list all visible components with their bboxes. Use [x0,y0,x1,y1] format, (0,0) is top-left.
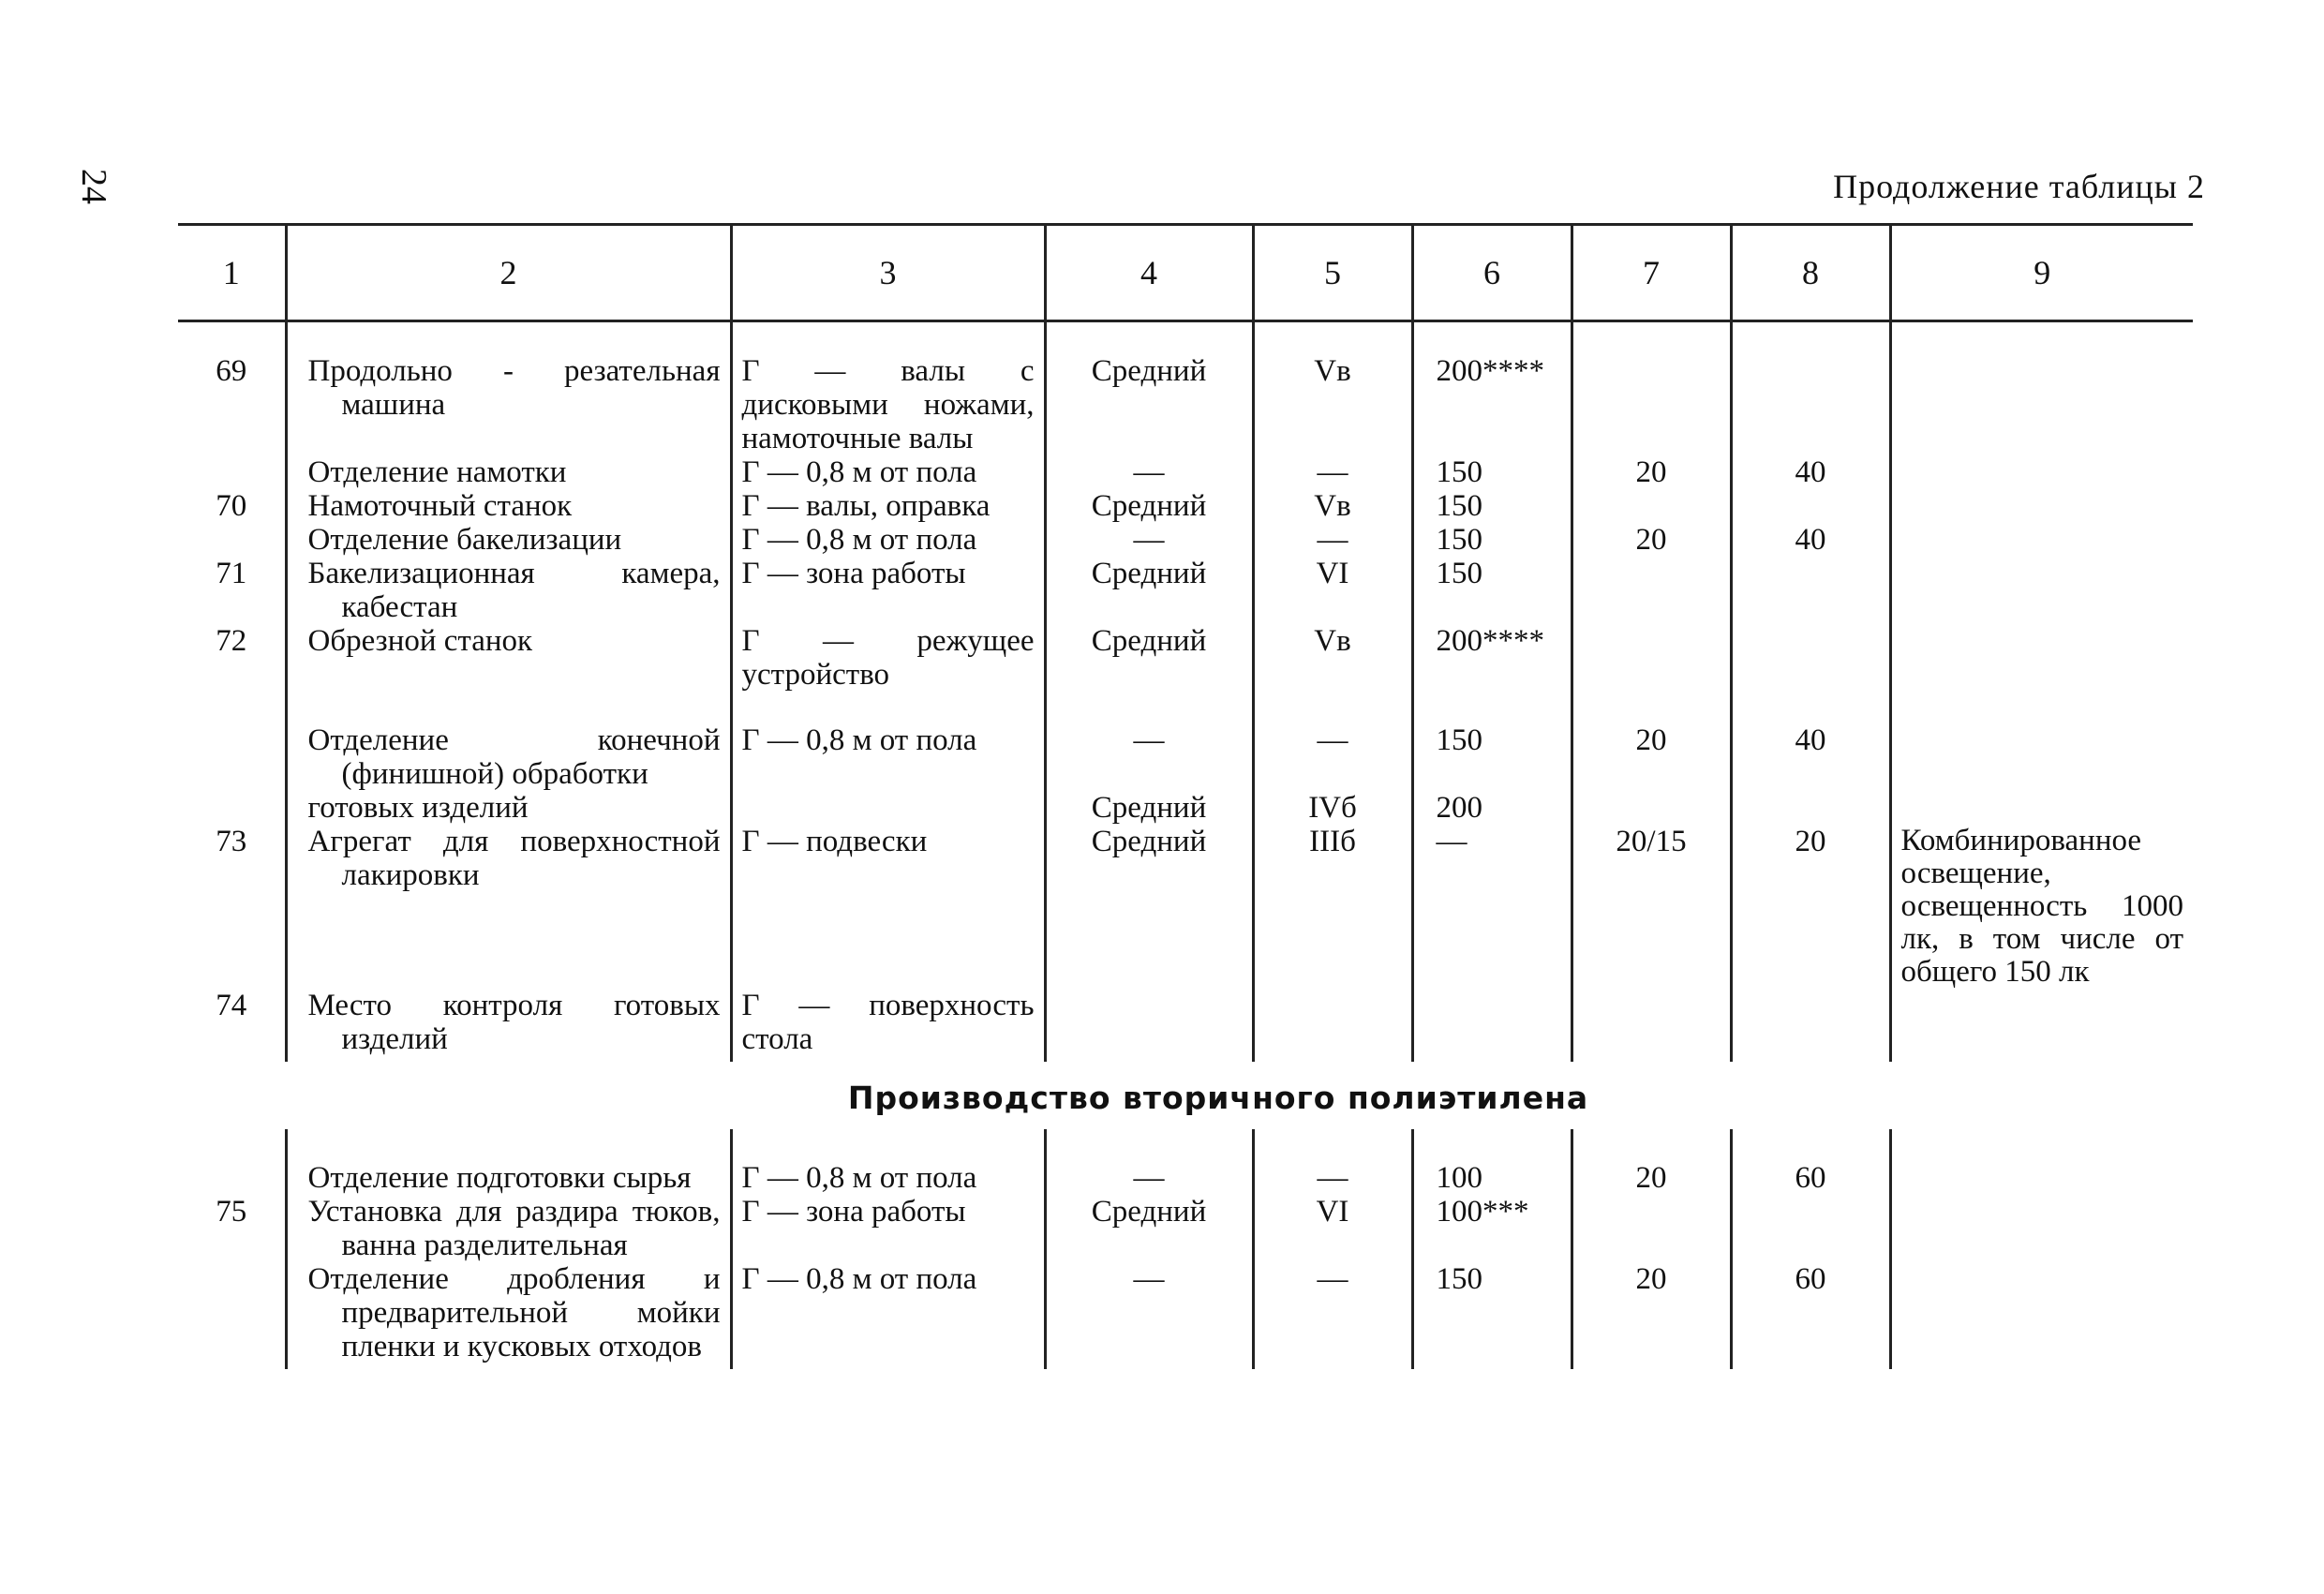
row-category: Средний [1045,791,1253,825]
row-coefficient-reserve: 40 [1731,692,1890,791]
row-name: Место контроля готовых изделий [307,989,721,1056]
row-category [1045,989,1253,1062]
row-coefficient-reserve [1731,321,1890,456]
row-note [1890,989,2193,1062]
row-illuminance: 200**** [1412,321,1572,456]
row-illuminance: 200**** [1412,624,1572,692]
table-row [178,523,2193,557]
row-surface: Г — зона работы [731,557,1045,624]
row-subcategory: — [1253,523,1412,557]
row-name: Продольно - резательная машина [307,354,721,422]
row-subcategory: VI [1253,1195,1412,1262]
row-name: Отделение подготовки сырья [307,1161,692,1195]
row-subcategory: IIIб [1253,825,1412,989]
row-number [178,455,286,489]
row-subcategory: VI [1253,557,1412,624]
row-category: Средний [1045,624,1253,692]
row-coefficient-pulsation: 20 [1572,455,1731,489]
row-subcategory: — [1253,455,1412,489]
row-illuminance: 100*** [1412,1195,1572,1262]
cell [286,1195,731,1262]
row-number: 70 [216,489,247,523]
second-table [178,1129,2193,1369]
row-note [1890,1195,2193,1262]
row-surface: Г — 0,8 м от пола [731,455,1045,489]
row-note [1890,692,2193,791]
section-title: Производство вторичного полиэтилена [847,1080,1589,1116]
table-row [178,1129,2193,1195]
row-note [1890,321,2193,456]
row-note [1890,791,2193,825]
cell [286,1262,731,1369]
cell [286,489,731,523]
row-note [1890,1262,2193,1369]
table-caption: Продолжение таблицы 2 [1833,168,2205,205]
row-coefficient-pulsation [1572,1195,1731,1262]
row-subcategory: — [1253,692,1412,791]
row-coefficient-reserve: 20 [1731,825,1890,989]
row-surface: Г — 0,8 м от пола [731,1129,1045,1195]
row-number [178,523,286,557]
row-illuminance: 150 [1412,489,1572,523]
header-cell: 2 [286,225,731,321]
header-cell: 4 [1045,225,1253,321]
row-name: Намоточный станок [307,489,573,523]
table-row [178,624,2193,692]
row-surface: Г — валы с дисковыми ножами, намоточные валы [731,321,1045,456]
row-note [1890,557,2193,624]
row-coefficient-pulsation [1572,557,1731,624]
row-number [178,1262,286,1369]
row-illuminance: 200 [1412,791,1572,825]
row-note [1890,1129,2193,1195]
row-name: Обрезной станок [307,624,533,658]
row-number [178,1129,286,1195]
header-cell: 9 [1890,225,2193,321]
header-cell: 5 [1253,225,1412,321]
row-coefficient-pulsation: 20 [1572,1262,1731,1369]
row-illuminance: 150 [1412,1262,1572,1369]
table-row [178,791,2193,825]
row-category: Средний [1045,489,1253,523]
row-coefficient-reserve: 60 [1731,1262,1890,1369]
row-surface: Г — валы, оправка [731,489,1045,523]
row-surface: Г — 0,8 м от пола [731,523,1045,557]
table-row [178,692,2193,791]
cell [286,624,731,692]
row-name: Агрегат для поверхностной лакировки [307,825,721,892]
row-number: 74 [216,989,247,1022]
row-illuminance: 150 [1412,523,1572,557]
row-coefficient-reserve: 60 [1731,1129,1890,1195]
table-row [178,455,2193,489]
row-name: Установка для раздира тюков, ванна разделительная [307,1195,721,1262]
row-coefficient-reserve [1731,989,1890,1062]
row-coefficient-pulsation [1572,791,1731,825]
row-category: Средний [1045,1195,1253,1262]
row-number [178,791,286,825]
row-subcategory [1253,989,1412,1062]
row-illuminance: — [1412,825,1572,989]
row-number: 75 [216,1195,247,1229]
row-coefficient-pulsation [1572,624,1731,692]
row-surface: Г — 0,8 м от пола [731,692,1045,791]
cell [286,455,731,489]
cell [286,321,731,456]
cell [286,692,731,791]
cell [286,557,731,624]
row-coefficient-pulsation: 20/15 [1572,825,1731,989]
header-cell: 3 [731,225,1045,321]
page-number: 24 [74,169,113,204]
row-note [1890,624,2193,692]
row-category: — [1045,692,1253,791]
row-coefficient-reserve [1731,489,1890,523]
row-name: Бакелизационная камера, кабестан [307,557,721,624]
row-number: 73 [216,825,247,858]
row-coefficient-reserve [1731,1195,1890,1262]
cell [286,989,731,1062]
header-cell: 8 [1731,225,1890,321]
row-category: Средний [1045,557,1253,624]
row-number: 69 [216,354,247,388]
row-illuminance: 100 [1412,1129,1572,1195]
row-category: Средний [1045,321,1253,456]
row-subcategory: Vв [1253,624,1412,692]
row-name: Отделение конечной (финишной) обработки [307,723,721,791]
row-coefficient-pulsation [1572,489,1731,523]
table-row [178,557,2193,624]
row-illuminance [1412,989,1572,1062]
header-row [178,225,2193,321]
row-subcategory: IVб [1253,791,1412,825]
row-name: готовых изделий [307,791,529,825]
row-name: Отделение дробления и предварительной мойки пленки и кусковых отходов [307,1262,721,1363]
row-coefficient-pulsation: 20 [1572,1129,1731,1195]
row-surface [731,791,1045,825]
row-coefficient-reserve [1731,557,1890,624]
row-coefficient-pulsation [1572,321,1731,456]
table-row [178,825,2193,989]
row-subcategory: — [1253,1262,1412,1369]
row-surface: Г — 0,8 м от пола [731,1262,1045,1369]
row-category: — [1045,1129,1253,1195]
cell [286,523,731,557]
row-category: Средний [1045,825,1253,989]
row-category: — [1045,1262,1253,1369]
row-illuminance: 150 [1412,557,1572,624]
cell [286,1129,731,1195]
row-coefficient-reserve [1731,791,1890,825]
header-cell: 1 [222,254,240,291]
row-illuminance: 150 [1412,455,1572,489]
row-name: Отделение намотки [307,455,567,489]
cell [286,825,731,989]
row-subcategory: Vв [1253,321,1412,456]
table-row [178,1262,2193,1369]
table-row [178,489,2193,523]
row-name: Отделение бакелизации [307,523,622,557]
header-cell: 7 [1572,225,1731,321]
cell [286,791,731,825]
table-row [178,321,2193,456]
row-coefficient-reserve [1731,624,1890,692]
row-category: — [1045,523,1253,557]
row-subcategory: — [1253,1129,1412,1195]
row-note [1890,455,2193,489]
row-surface: Г — поверхность стола [731,989,1045,1062]
row-note: Комбинированное освещение, освещенность 1000 лк, в том числе от общего 150 лк [1890,825,2193,989]
row-coefficient-pulsation [1572,989,1731,1062]
main-table [178,223,2193,1062]
row-note [1890,523,2193,557]
row-surface: Г — режущее устройство [731,624,1045,692]
row-note [1890,489,2193,523]
row-coefficient-reserve: 40 [1731,523,1890,557]
row-surface: Г — подвески [731,825,1045,989]
table-row [178,1195,2193,1262]
header-cell: 6 [1412,225,1572,321]
row-number: 71 [216,557,247,590]
row-illuminance: 150 [1412,692,1572,791]
table-row [178,989,2193,1062]
row-subcategory: Vв [1253,489,1412,523]
row-coefficient-pulsation: 20 [1572,523,1731,557]
row-surface: Г — зона работы [731,1195,1045,1262]
row-coefficient-pulsation: 20 [1572,692,1731,791]
row-number [178,692,286,791]
row-coefficient-reserve: 40 [1731,455,1890,489]
row-number: 72 [216,624,247,658]
row-category: — [1045,455,1253,489]
